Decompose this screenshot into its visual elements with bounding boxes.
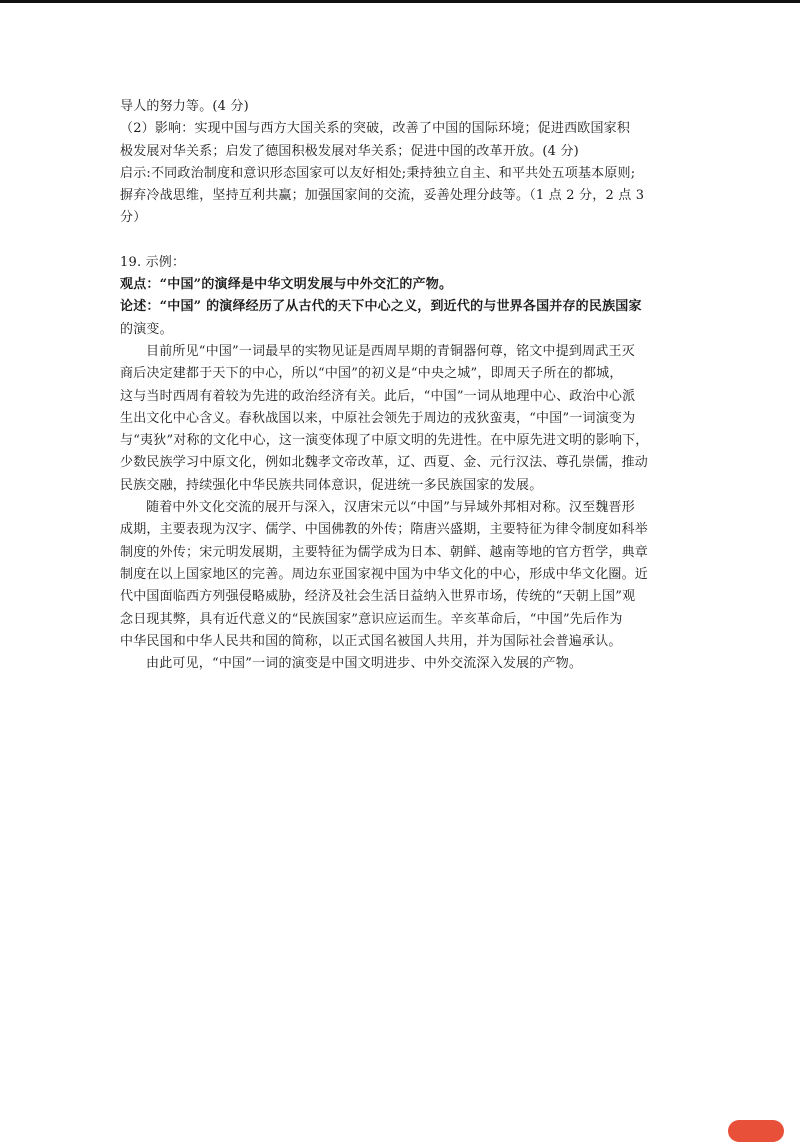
- text-line: 与“夷狄”对称的文化中心，这一演变体现了中原文明的先进性。在中原先进文明的影响下，: [120, 433, 649, 449]
- text-line: 民族交融，持续强化中华民族共同体意识，促进统一多民族国家的发展。: [120, 477, 543, 493]
- text-line: 目前所见“中国”一词最早的实物见证是西周早期的青铜器何尊，铭文中提到周武王灭: [146, 343, 635, 359]
- text-line: 生出文化中心含义。春秋战国以来，中原社会领先于周边的戎狄蛮夷，“中国”一词演变为: [120, 410, 636, 426]
- conclusion-line: 由此可见，“中国”一词的演变是中国文明进步、中外交流深入发展的产物。: [146, 656, 583, 672]
- text-line: 分）: [120, 210, 147, 226]
- text-line: 制度的外传；宋元明发展期，主要特征为儒学成为日本、朝鲜、越南等地的官方哲学，典章: [120, 544, 649, 560]
- paragraph-exchange: [120, 497, 692, 653]
- section-gap: [120, 230, 692, 252]
- text-line: 极发展对华关系；启发了德国积极发展对华关系；促进中国的改革开放。(4 分): [120, 143, 579, 159]
- text-line: 导人的努力等。(4 分): [120, 99, 249, 114]
- argument-line: 的演变。: [120, 321, 173, 337]
- text-line: 摒弃冷战思维，坚持互利共赢；加强国家间的交流，妥善处理分歧等。（1 点 2 分，2 点 3: [120, 188, 645, 204]
- viewpoint-line: 观点：“中国”的演绎是中华文明发展与中外交汇的产物。: [120, 277, 453, 293]
- text-line: 商后决定建都于天下的中心，所以“中国”的初义是“中央之城”，即周天子所在的都城，: [120, 366, 623, 382]
- text-line: 随着中外文化交流的展开与深入，汉唐宋元以“中国”与异域外邦相对称。汉至魏晋形: [146, 500, 635, 516]
- top-border-line: [0, 0, 800, 3]
- text-line: 少数民族学习中原文化，例如北魏孝文帝改革，辽、西夏、金、元行汉法、尊孔崇儒，推动: [120, 455, 649, 471]
- text-line: 启示:不同政治制度和意识形态国家可以友好相处;秉持独立自主、和平共处五项基本原则;: [120, 165, 636, 181]
- answer-part-top: [120, 96, 692, 230]
- text-line: 中华民国和中华人民共和国的简称，以正式国名被国人共用，并为国际社会普遍承认。: [120, 633, 622, 649]
- argument-line: 论述：“中国” 的演绎经历了从古代的天下中心之义，到近代的与世界各国并存的民族国家: [120, 299, 642, 315]
- question-number: 19. 示例：: [120, 254, 186, 270]
- paragraph-origin: [120, 341, 692, 497]
- floating-badge[interactable]: [728, 1120, 784, 1142]
- text-line: 念日现其弊，具有近代意义的“民族国家”意识应运而生。辛亥革命后，“中国”先后作为: [120, 611, 623, 627]
- text-line: 这与当时西周有着较为先进的政治经济有关。此后，“中国”一词从地理中心、政治中心派: [120, 388, 636, 404]
- text-line: 成期，主要表现为汉字、儒学、中国佛教的外传；隋唐兴盛期，主要特征为律令制度如科举: [120, 522, 649, 538]
- document-page: [120, 96, 692, 675]
- text-line: 代中国面临西方列强侵略威胁，经济及社会生活日益纳入世界市场，传统的“天朝上国”观: [120, 589, 636, 605]
- text-line: 制度在以上国家地区的完善。周边东亚国家视中国为中华文化的中心，形成中华文化圈。近: [120, 566, 649, 582]
- text-line: （2）影响：实现中国与西方大国关系的突破，改善了中国的国际环境；促进西欧国家积: [120, 121, 631, 137]
